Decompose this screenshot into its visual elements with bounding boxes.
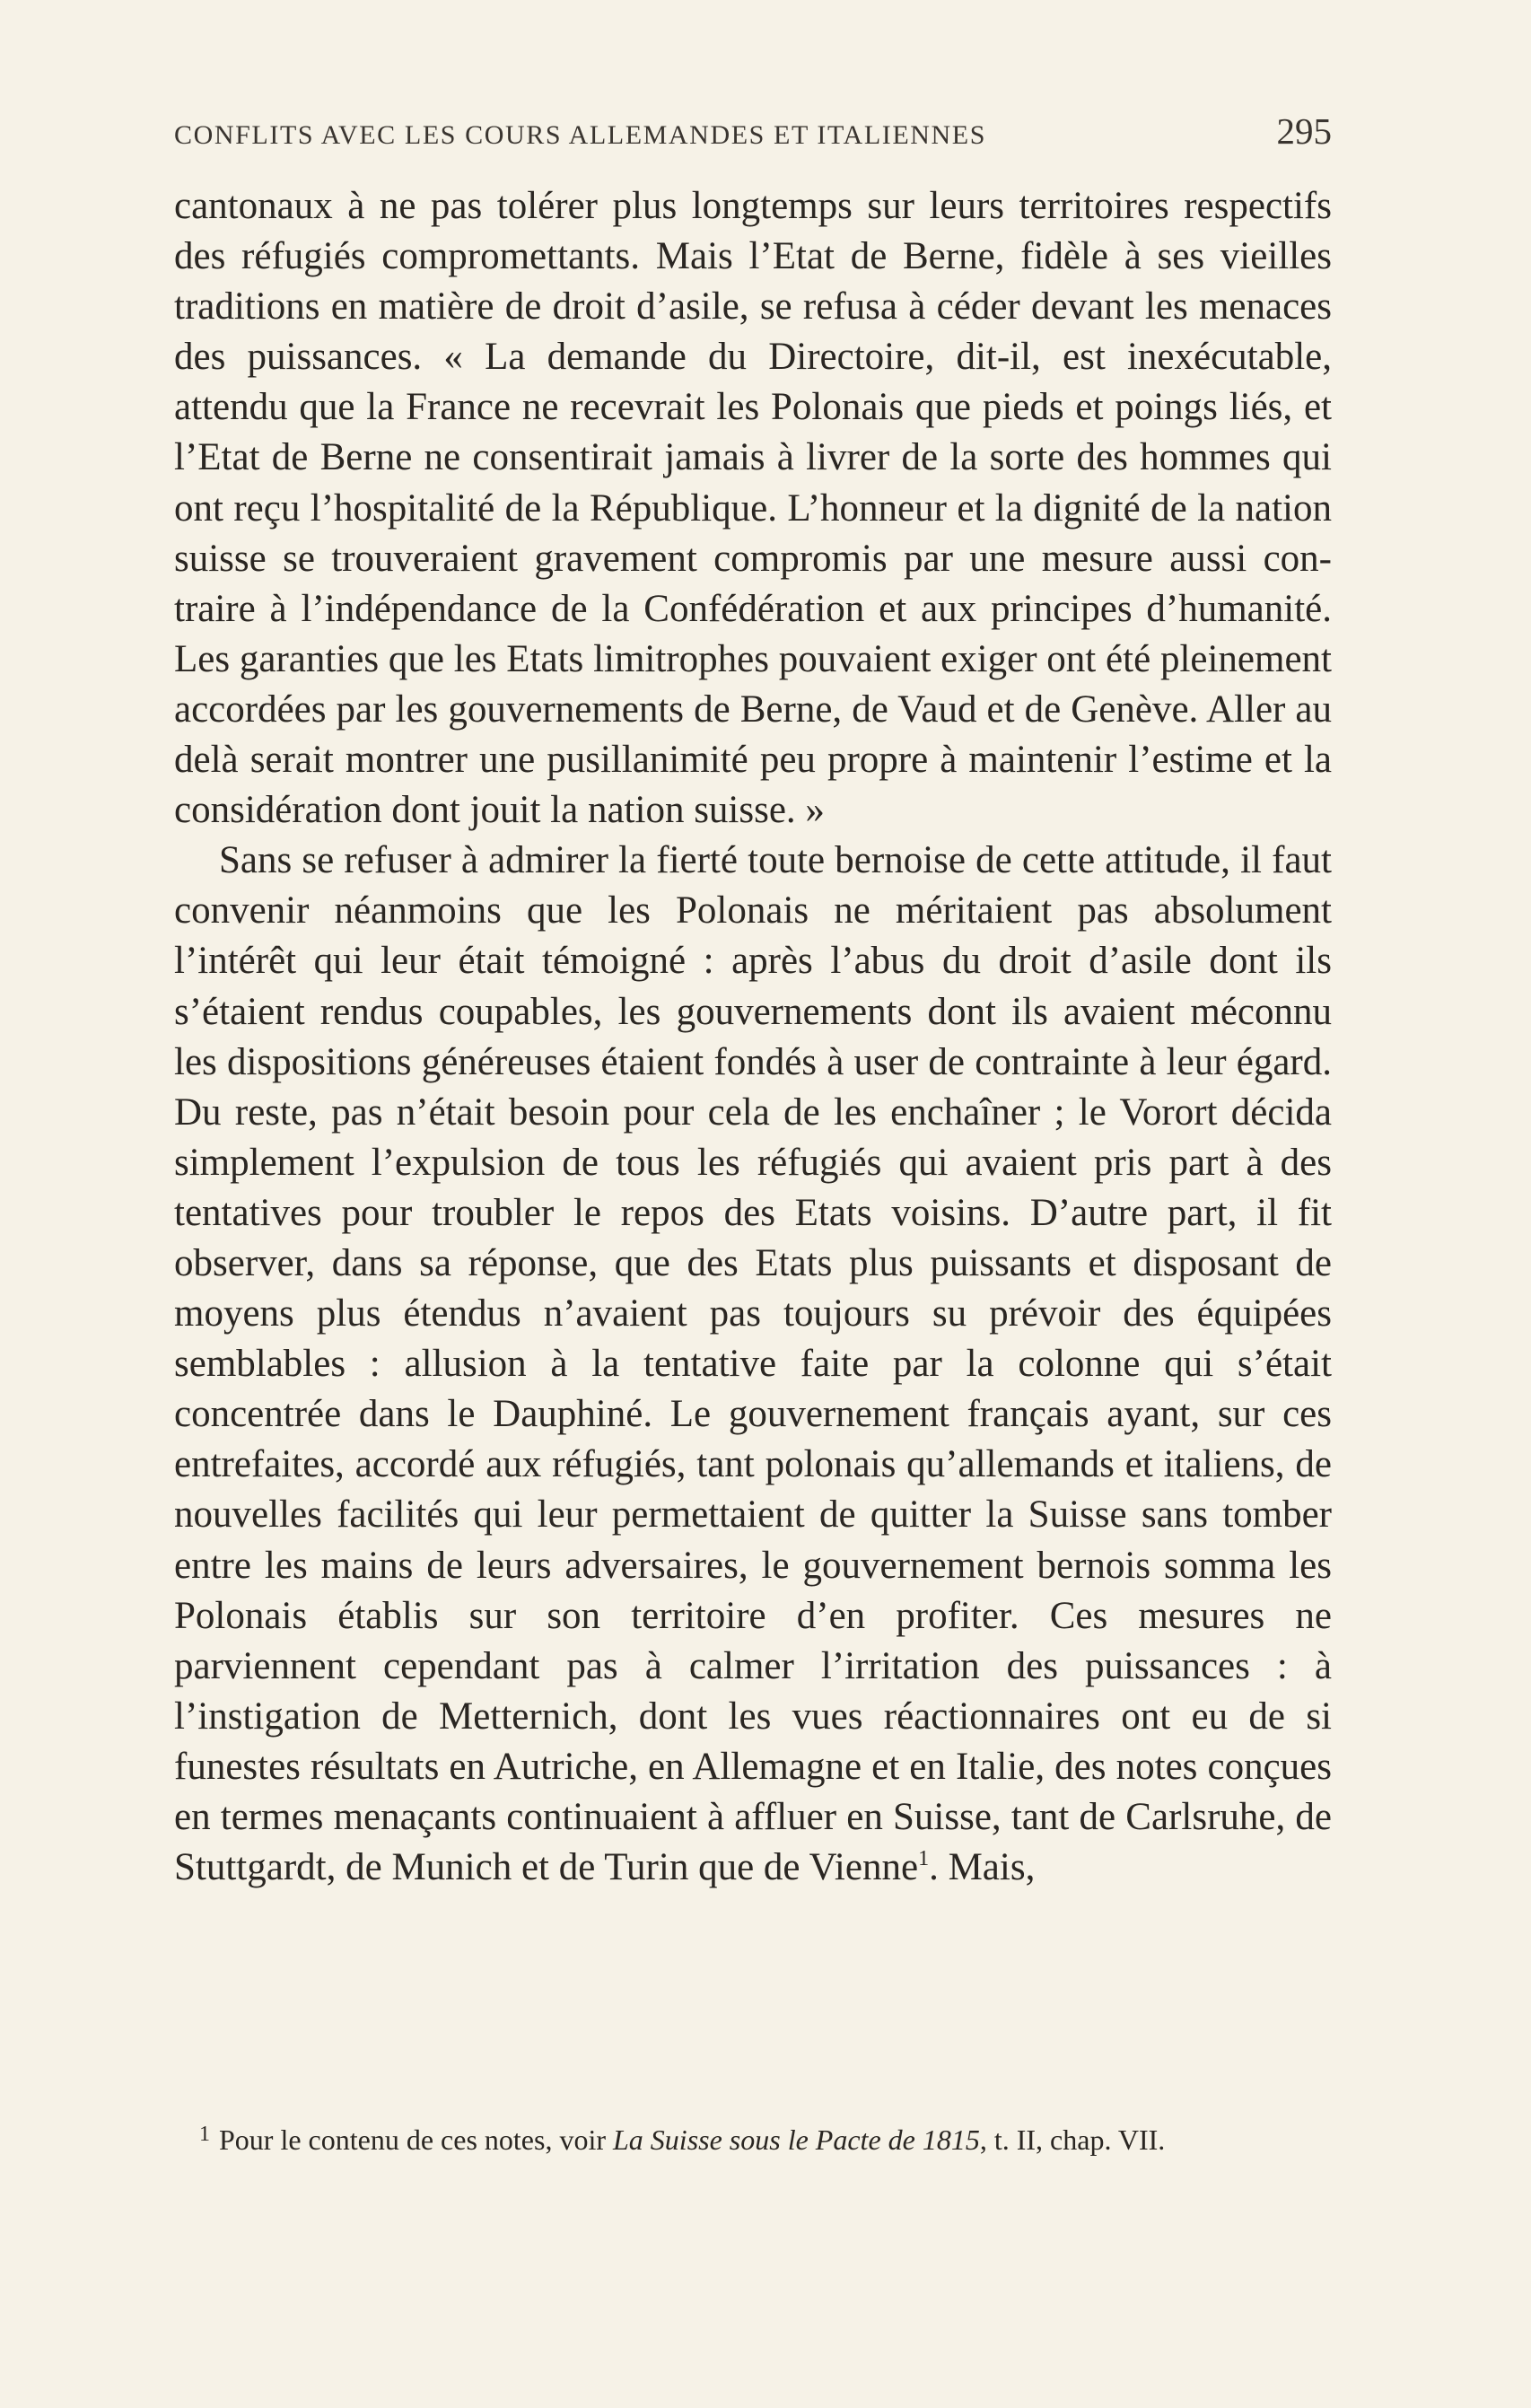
- footnote-text-before: Pour le contenu de ces notes, voir: [219, 2123, 613, 2156]
- footnote-mark: 1: [199, 2123, 210, 2146]
- body-text: [174, 181, 1332, 1893]
- running-title: CONFLITS AVEC LES COURS ALLEMANDES ET ITALIENNES: [174, 120, 986, 150]
- page-header: [174, 109, 1332, 160]
- footnote-text-after: , t. II, chap. VII.: [979, 2123, 1166, 2156]
- paragraph-1: cantonaux à ne pas tolérer plus longtemps sur leurs territoires respectifs des réfugiés compromettants. Mais l’Etat de Berne, fidèle à ses vieilles traditions en matière de droit d’asile, se refusa à céder devant les menaces des puissances. « La demande du Directoire, dit-il, est inexécutable, attendu que la France ne recevrait les Polonais que pieds et poings liés, et l’Etat de Berne ne consentirait jamais à livrer de la sorte des hommes qui ont reçu l’hospitalité de la République. L’honneur et la dignité de la nation suisse se trouveraient gravement compromis par une mesure aussi contraire à l’indépendance de la Confédération et aux principes d’humanité. Les garanties que les Etats limitrophes pouvaient exiger ont été pleinement accordées par les gouvernements de Berne, de Vaud et de Genève. Aller au delà serait montrer une pusillanimité peu propre à maintenir l’estime et la considération dont jouit la nation suisse. »: [174, 185, 1332, 832]
- page-number: 295: [1276, 110, 1332, 152]
- paragraph-2-text: Sans se refuser à admirer la fierté toute bernoise de cette attitude, il faut convenir néanmoins que les Polonais ne méritaient pas absolument l’intérêt qui leur était témoigné : après l’abus du droit d’asile dont ils s’étaient rendus coupables, les gouvernements dont ils avaient méconnu les dispositions généreuses étaient fondés à user de contrainte à leur égard. Du reste, pas n’était besoin pour cela de les enchaîner ; le Vorort décida simplement l’expulsion de tous les réfugiés qui avaient pris part à des tentatives pour troubler le repos des Etats voisins. D’autre part, il fit observer, dans sa réponse, que des Etats plus puissants et disposant de moyens plus étendus n’avaient pas toujours su prévoir des équipées semblables : allusion à la tentative faite par la colonne qui s’était concentrée dans le Dauphiné. Le gouvernement français ayant, sur ces entrefaites, accordé aux réfugiés, tant polonais qu’allemands et italiens, de nouvelles facilités qui leur permettaient de quitter la Suisse sans tomber entre les mains de leurs adversaires, le gouvernement bernois somma les Polonais établis sur son territoire d’en profiter. Ces mesures ne parviennent cependant pas à calmer l’irritation des puissances : à l’instigation de Metternich, dont les vues réactionnaires ont eu de si funestes résultats en Autriche, en Allemagne et en Italie, des notes conçues en termes menaçants continuaient à affluer en Suisse, tant de Carlsruhe, de Stuttgardt, de Munich et de Turin que de Vienne: [174, 839, 1332, 1889]
- paragraph-2-end: . Mais,: [929, 1846, 1036, 1889]
- footnote-cited-title: La Suisse sous le Pacte de 1815: [613, 2123, 980, 2156]
- footnote: [174, 2115, 1332, 2159]
- footnote-reference: 1: [918, 1847, 930, 1871]
- paragraph-2: [174, 836, 1332, 1893]
